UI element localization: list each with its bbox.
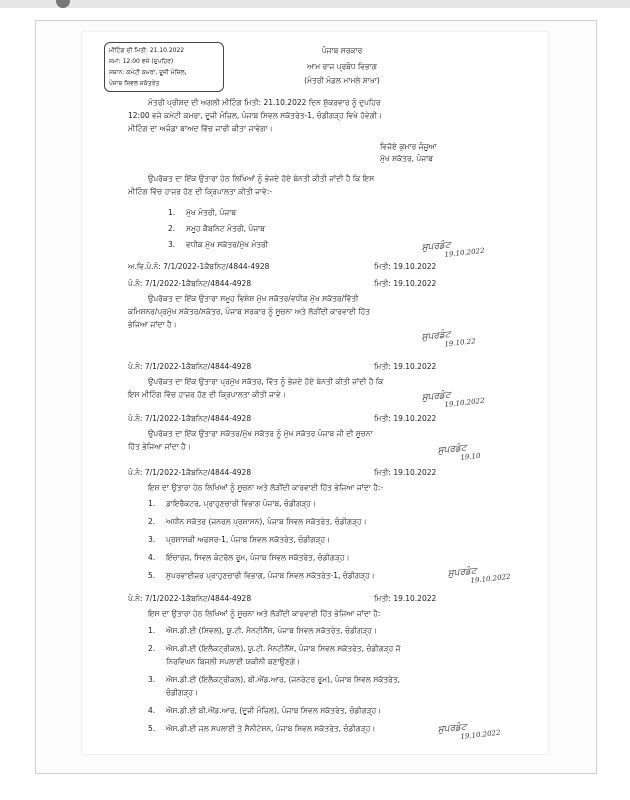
list-item-continuation: ਨਿਰਵਿਘਨ ਬਿਜਲੀ ਸਪਲਾਈ ਯਕੀਨੀ ਬਣਾਉਣਗੇ। xyxy=(166,657,301,666)
section1-paragraph xyxy=(128,172,528,198)
reference-number: ਪੰ.ਨੰ: 7/1/2022-1ਕੈਬਨਿਟ/4844-4928 xyxy=(128,594,252,603)
list-item: 1. ਐਸ.ਡੀ.ਈ (ਸਿਵਲ), ਯੂ.ਟੀ. ਮੈਨਟੀਨੈਂਸ, ਪੰਜਾਬ ਸਿਵਲ ਸਕੱਤਰੇਤ, ਚੰਡੀਗੜ੍ਹ। xyxy=(148,626,377,635)
reference-number: ਅ.ਵਿ.ਪੰ.ਨੰ: 7/1/2022-1ਕੈਬਨਿਟ/4844-4928 xyxy=(128,262,270,271)
superintendent-signature: ਸੁਪਰਡੰਟ 19.10 xyxy=(437,443,481,462)
superintendent-signature: ਸੁਪਰਡੰਟ 19.10.2022 xyxy=(447,566,511,585)
meeting-time: ਸਮਾਂ: 12:00 ਵਜੇ (ਦੁਪਹਿਰ) xyxy=(109,58,174,65)
intro-line-1: ਮੰਤਰੀ ਪ੍ਰੀਸ਼ਦ ਦੀ ਅਗਲੀ ਮੀਟਿੰਗ ਮਿਤੀ: 21.10.2022 ਦਿਨ ਸ਼ੁੱਕਰਵਾਰ ਨੂੰ ਦੁਪਹਿਰ xyxy=(148,98,381,107)
superintendent-signature: ਸੁਪਰਡੰਟ 19.10.2022 xyxy=(421,240,485,259)
list-item: 1. ਮੁੱਖ ਮੰਤਰੀ, ਪੰਜਾਬ xyxy=(168,208,237,217)
intro-paragraph xyxy=(128,96,528,135)
superintendent-signature: ਸੁਪਰਡੰਟ 19.10.22 xyxy=(421,329,476,349)
section1-line-2: ਮੀਟਿੰਗ ਵਿੱਚ ਹਾਜ਼ਰ ਹੋਣ ਦੀ ਕ੍ਰਿਪਾਲਤਾ ਕੀਤੀ ਜਾਵੇ:- xyxy=(128,187,273,196)
meeting-info-box xyxy=(104,42,224,92)
intro-line-2: 12:00 ਵਜੇ ਕਮੇਟੀ ਕਮਰਾ, ਦੂਜੀ ਮੰਜ਼ਿਲ, ਪੰਜਾਬ ਸਿਵਲ ਸਕੱਤਰੇਤ-1, ਚੰਡੀਗੜ੍ਹ ਵਿਖੇ ਹੋਵੇਗੀ। xyxy=(128,111,383,120)
meeting-place: ਸਥਾਨ: ਕਮੇਟੀ ਕਮਰਾ, ਦੂਜੀ ਮੰਜ਼ਿਲ, xyxy=(109,69,187,76)
list-item: 4. ਐਸ.ਡੀ.ਈ ਬੀ.ਐਂਡ.ਆਰ, (ਦੂਜੀ ਮੰਜ਼ਿਲ), ਪੰਜਾਬ ਸਿਵਲ ਸਕੱਤਰੇਤ, ਚੰਡੀਗੜ੍ਹ। xyxy=(148,706,382,715)
forwarding-paragraph: ਉਪਰੋਕਤ ਦਾ ਇੱਕ ਉਤਾਰਾ ਪ੍ਰਮੁੱਖ ਸਕੱਤਰ, ਵਿੱਤ ਨੂੰ ਭੇਜਦੇ ਹੋਏ ਬੇਨਤੀ ਕੀਤੀ ਜਾਂਦੀ ਹੈ ਕਿ ਇਸ ਮੀਟਿੰਗ ਵਿੱਚ ਹਾਜ਼ਰ ਹੋਣ ਦੀ ਕ੍ਰਿਪਾਲਤਾ ਕੀਤੀ ਜਾਵੇ। xyxy=(128,377,384,399)
header-branch: (ਮੰਤਰੀ ਮੰਡਲ ਮਾਮਲੇ ਸ਼ਾਖਾ) xyxy=(304,76,380,85)
list-item: 2. ਸਮੂਹ ਕੈਬਨਿਟ ਮੰਤਰੀ, ਪੰਜਾਬ xyxy=(168,224,265,233)
list-item: 2. ਅਧੀਨ ਸਕੱਤਰ (ਜਨਰਲ ਪ੍ਰਸ਼ਾਸਨ), ਪੰਜਾਬ ਸਿਵਲ ਸਕੱਤਰੇਤ, ਚੰਡੀਗੜ੍ਹ। xyxy=(148,517,367,526)
reference-number: ਪੰ.ਨੰ: 7/1/2022-1ਕੈਬਨਿਟ/4844-4928 xyxy=(128,279,252,288)
reference-date: ਮਿਤੀ: 19.10.2022 xyxy=(374,594,437,603)
forwarding-paragraph: ਉਪਰੋਕਤ ਦਾ ਇੱਕ ਉਤਾਰਾ ਸਕੱਤਰ/ਮੁੱਖ ਸਕੱਤਰ ਨੂੰ ਮੁੱਖ ਸਕੱਤਰ ਪੰਜਾਬ ਜੀ ਦੀ ਸੂਚਨਾ ਹਿੱਤ ਭੇਜਿਆ ਜਾਂਦਾ ਹੈ। xyxy=(128,429,373,451)
document-page xyxy=(82,32,548,754)
header-department: ਆਮ ਰਾਜ ਪ੍ਰਬੰਧ ਵਿਭਾਗ xyxy=(307,62,377,71)
list-item: 5. ਸੁਪਰਵਾਈਜ਼ਰ ਪ੍ਰਾਹੁਣਚਾਰੀ ਵਿਭਾਗ, ਪੰਜਾਬ ਸਿਵਲ ਸਕੱਤਰੇਤ-1, ਚੰਡੀਗੜ੍ਹ। xyxy=(148,571,375,580)
list-item: 2. ਐਸ.ਡੀ.ਈ (ਇਲੈਕਟ੍ਰੀਕਲ), ਯੂ.ਟੀ. ਮੈਨਟੀਨੈਂਸ, ਪੰਜਾਬ ਸਿਵਲ ਸਕੱਤਰੇਤ, ਚੰਡੀਗੜ੍ਹ ਜੋ xyxy=(148,644,401,653)
reference-date: ਮਿਤੀ: 19.10.2022 xyxy=(374,279,437,288)
header-government: ਪੰਜਾਬ ਸਰਕਾਰ xyxy=(321,46,363,55)
forwarding-paragraph: ਉਪਰੋਕਤ ਦਾ ਇੱਕ ਉਤਾਰਾ ਸਮੂਹ ਵਿਸ਼ੇਸ਼ ਮੁੱਖ ਸਕੱਤਰ/ਵਧੀਕ ਮੁੱਖ ਸਕੱਤਰ/ਵਿੱਤੀ ਕਮਿਸ਼ਨਰ/ਪ੍ਰਮੁੱਖ ਸਕੱਤਰ/ਸਕੱਤਰ, ਪੰਜਾਬ ਸਰਕਾਰ ਨੂੰ ਸੂਚਨਾ ਅਤੇ ਲੋੜੀਂਦੀ ਕਾਰਵਾਈ ਹਿੱਤ ਭੇਜਿਆ ਜਾਂਦਾ ਹੈ। xyxy=(128,294,371,329)
reference-date: ਮਿਤੀ: 19.10.2022 xyxy=(374,414,437,423)
meeting-building: ਪੰਜਾਬ ਸਿਵਲ ਸਕੱਤਰੇਤ xyxy=(109,80,160,87)
reference-date: ਮਿਤੀ: 19.10.2022 xyxy=(374,262,437,271)
signatory-title: ਮੁੱਖ ਸਕੱਤਰ, ਪੰਜਾਬ xyxy=(380,154,433,163)
list-item: 3. ਪ੍ਰਸ਼ਾਸਕੀ ਅਫਸਰ-1, ਪੰਜਾਬ ਸਿਵਲ ਸਕੱਤਰੇਤ, ਚੰਡੀਗੜ੍ਹ। xyxy=(148,535,331,544)
section1-line-1: ਉਪਰੋਕਤ ਦਾ ਇੱਕ ਉਤਾਰਾ ਹੇਠ ਲਿਖਿਆਂ ਨੂੰ ਭੇਜਦੇ ਹੋਏ ਬੇਨਤੀ ਕੀਤੀ ਜਾਂਦੀ ਹੈ ਕਿ ਇਸ xyxy=(148,174,375,183)
list-item-continuation: ਚੰਡੀਗੜ੍ਹ। xyxy=(166,688,198,697)
reference-date: ਮਿਤੀ: 19.10.2022 xyxy=(374,362,437,371)
list-item: 5. ਐਸ.ਡੀ.ਈ ਜਲ ਸਪਲਾਈ ਤੇ ਸੈਨੀਟੇਸ਼ਨ, ਪੰਜਾਬ ਸਿਵਲ ਸਕੱਤਰੇਤ, ਚੰਡੀਗੜ੍ਹ। xyxy=(148,724,376,733)
list-item: 3. ਐਸ.ਡੀ.ਈ (ਇਲੈਕਟ੍ਰੀਕਲ), ਬੀ.ਐਂਡ.ਆਰ, (ਜਨਰੇਟਰ ਰੂਮ), ਪੰਜਾਬ ਸਿਵਲ ਸਕੱਤਰੇਤ, xyxy=(148,675,401,684)
superintendent-signature: ਸੁਪਰਡੰਟ 19.10.2022 xyxy=(421,390,485,409)
reference-number: ਪੰ.ਨੰ: 7/1/2022-1ਕੈਬਨਿਟ/4844-4928 xyxy=(128,362,252,371)
reference-date: ਮਿਤੀ: 19.10.2022 xyxy=(374,468,437,477)
superintendent-signature: ਸੁਪਰਡੰਟ 19.10.2022 xyxy=(437,722,501,741)
camera-dot-icon xyxy=(56,0,70,8)
reference-number: ਪੰ.ਨੰ: 7/1/2022-1ਕੈਬਨਿਟ/4844-4928 xyxy=(128,414,252,423)
meeting-date: ਮੀਟਿੰਗ ਦੀ ਮਿਤੀ: 21.10.2022 xyxy=(109,47,185,54)
intro-line-3: ਮੀਟਿੰਗ ਦਾ ਅਜੰਡਾ ਬਾਅਦ ਵਿੱਚ ਜਾਰੀ ਕੀਤਾ ਜਾਵੇਗਾ। xyxy=(128,124,273,133)
distribution-intro: ਇਸ ਦਾ ਉਤਾਰਾ ਹੇਠ ਲਿਖਿਆਂ ਨੂੰ ਸੂਚਨਾ ਅਤੇ ਲੋੜੀਂਦੀ ਕਾਰਵਾਈ ਹਿੱਤ ਭੇਜਿਆ ਜਾਂਦਾ ਹੈ: xyxy=(148,609,381,618)
distribution-intro: ਇਸ ਦਾ ਉਤਾਰਾ ਹੇਠ ਲਿਖਿਆਂ ਨੂੰ ਸੂਚਨਾ ਅਤੇ ਲੋੜੀਂਦੀ ਕਾਰਵਾਈ ਹਿੱਤ ਭੇਜਿਆ ਜਾਂਦਾ ਹੈ:- xyxy=(148,483,384,492)
list-item: 3. ਵਧੀਕ ਮੁੱਖ ਸਕੱਤਰ/ਮੁੱਖ ਮੰਤਰੀ xyxy=(168,240,269,249)
viewer-top-bar xyxy=(0,0,630,8)
list-item: 4. ਇੰਚਾਰਜ, ਸਿਵਲ ਕੰਟਰੋਲ ਰੂਮ, ਪੰਜਾਬ ਸਿਵਲ ਸਕੱਤਰੇਤ, ਚੰਡੀਗੜ੍ਹ। xyxy=(148,553,350,562)
list-item: 1. ਡਾਇਰੈਕਟਰ, ਪ੍ਰਾਹੁਣਚਾਰੀ ਵਿਭਾਗ ਪੰਜਾਬ, ਚੰਡੀਗੜ੍ਹ। xyxy=(148,499,316,508)
reference-number: ਪੰ.ਨੰ: 7/1/2022-1ਕੈਬਨਿਟ/4844-4928 xyxy=(128,468,252,477)
signatory-name: ਵਿਜੋਏ ਕੁਮਾਰ ਜੰਜੂਆ xyxy=(380,142,437,151)
